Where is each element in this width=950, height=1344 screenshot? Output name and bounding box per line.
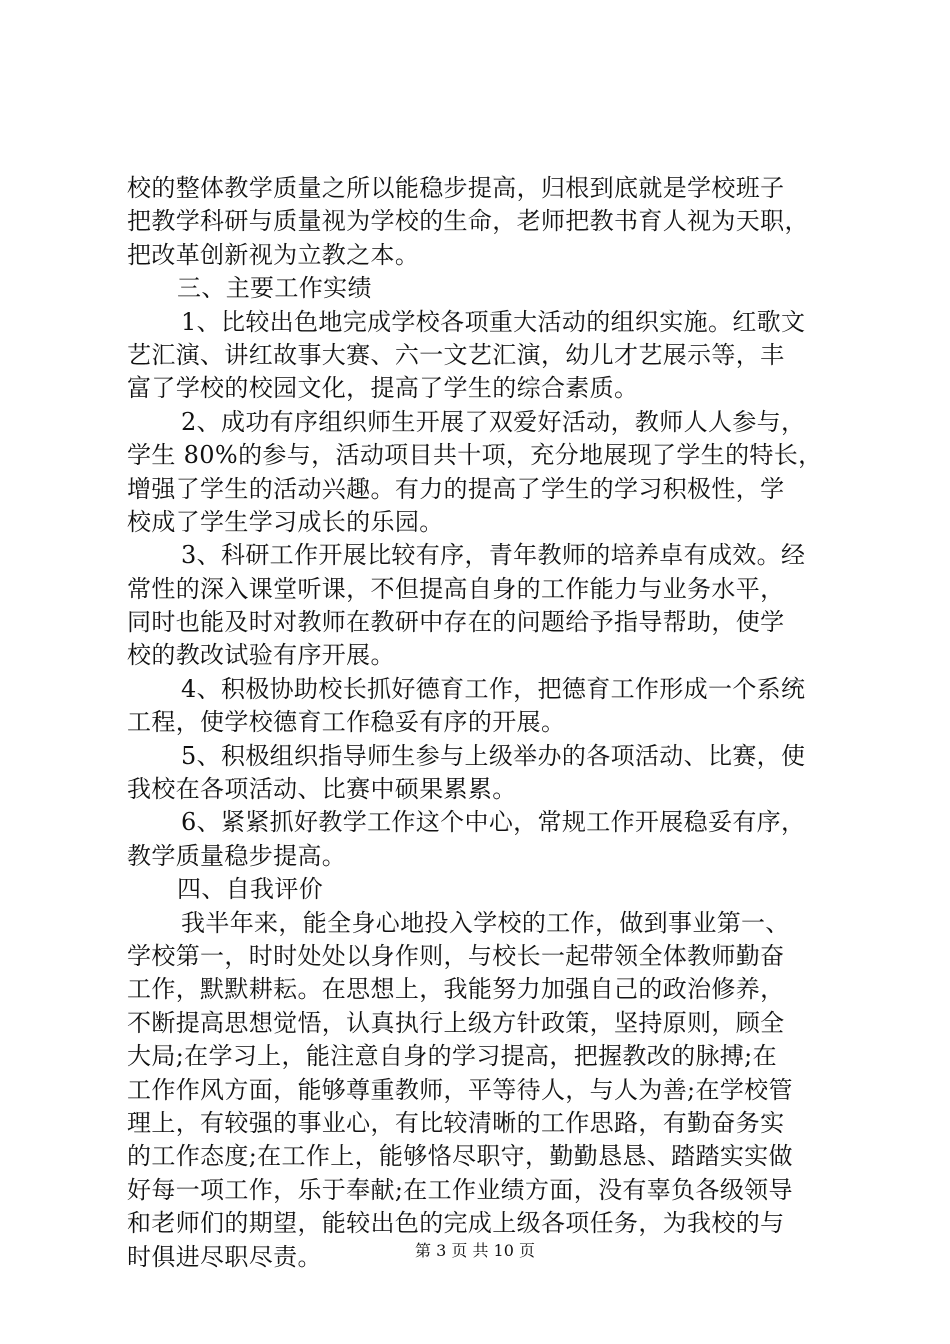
page-number-footer: 第 3 页 共 10 页 — [415, 1241, 535, 1260]
text-line: 工作作风方面，能够尊重教师，平等待人，与人为善;在学校管 — [127, 1075, 793, 1104]
text-line: 艺汇演、讲红故事大赛、六一文艺汇演，幼儿才艺展示等，丰 — [127, 340, 785, 369]
text-line: 时俱进尽职尽责。 — [127, 1242, 322, 1271]
text-line: 学生 80%的参与，活动项目共十项，充分地展现了学生的特长， — [127, 441, 823, 470]
text-line: 3、科研工作开展比较有序，青年教师的培养卓有成效。经 — [181, 541, 806, 570]
text-line: 我半年来，能全身心地投入学校的工作，做到事业第一、 — [181, 908, 790, 937]
text-line: 同时也能及时对教师在教研中存在的问题给予指导帮助，使学 — [127, 608, 785, 637]
text-line: 校的教改试验有序开展。 — [127, 641, 395, 670]
text-line: 工作，默默耕耘。在思想上，我能努力加强自己的政治修养， — [127, 975, 785, 1004]
text-line: 5、积极组织指导师生参与上级举办的各项活动、比赛，使 — [181, 741, 806, 770]
text-line: 和老师们的期望，能较出色的完成上级各项任务，为我校的与 — [127, 1209, 785, 1238]
text-line: 学校第一，时时处处以身作则，与校长一起带领全体教师勤奋 — [127, 941, 785, 970]
text-line: 好每一项工作，乐于奉献;在工作业绩方面，没有辜负各级领导 — [127, 1175, 793, 1204]
text-line: 把改革创新视为立教之本。 — [127, 240, 420, 269]
document-body — [127, 172, 827, 1274]
text-line: 教学质量稳步提高。 — [127, 841, 347, 870]
text-line: 2、成功有序组织师生开展了双爱好活动，教师人人参与， — [181, 407, 806, 436]
text-line: 4、积极协助校长抓好德育工作，把德育工作形成一个系统 — [181, 674, 806, 703]
text-line: 增强了学生的活动兴趣。有力的提高了学生的学习积极性，学 — [127, 474, 785, 503]
text-line: 6、紧紧抓好教学工作这个中心，常规工作开展稳妥有序， — [181, 808, 806, 837]
text-line: 1、比较出色地完成学校各项重大活动的组织实施。红歌文 — [181, 307, 806, 336]
text-line: 大局;在学习上，能注意自身的学习提高，把握教改的脉搏;在 — [127, 1042, 777, 1071]
text-line: 我校在各项活动、比赛中硕果累累。 — [127, 775, 517, 804]
text-line: 把教学科研与质量视为学校的生命，老师把教书育人视为天职， — [127, 207, 809, 236]
text-line: 的工作态度;在工作上，能够恪尽职守，勤勤恳恳、踏踏实实做 — [127, 1142, 793, 1171]
text-line: 富了学校的校园文化，提高了学生的综合素质。 — [127, 374, 639, 403]
text-line: 理上，有较强的事业心，有比较清晰的工作思路，有勤奋务实 — [127, 1108, 785, 1137]
text-line: 校的整体教学质量之所以能稳步提高，归根到底就是学校班子 — [127, 174, 785, 202]
text-line: 不断提高思想觉悟，认真执行上级方针政策，坚持原则，顾全 — [127, 1008, 785, 1037]
text-line: 常性的深入课堂听课，不但提高自身的工作能力与业务水平， — [127, 574, 785, 603]
section-heading: 三、主要工作实绩 — [177, 274, 372, 303]
section-heading: 四、自我评价 — [177, 875, 324, 904]
text-line: 校成了学生学习成长的乐园。 — [127, 507, 444, 536]
text-line: 工程，使学校德育工作稳妥有序的开展。 — [127, 708, 566, 737]
